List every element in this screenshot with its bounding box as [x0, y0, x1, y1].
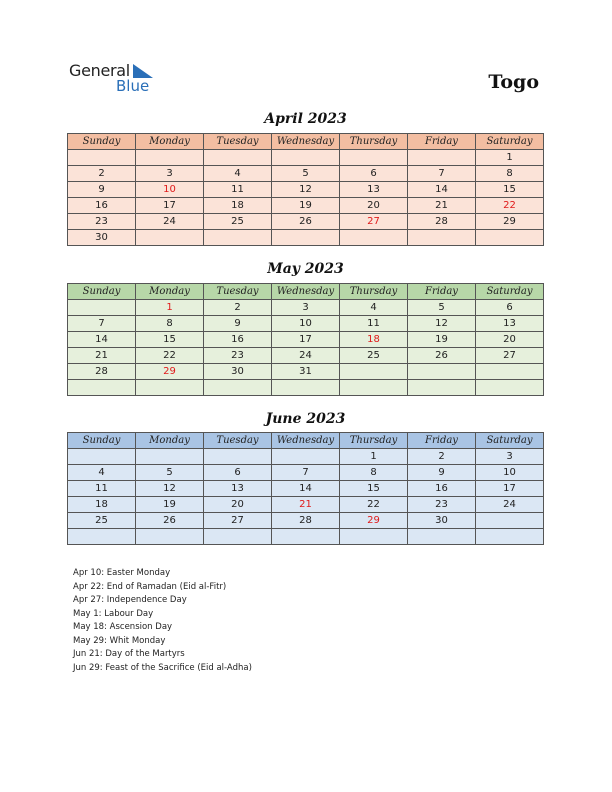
day-cell	[68, 150, 136, 166]
week-row	[68, 513, 544, 529]
day-cell: 12	[408, 316, 476, 332]
weekday-header: Wednesday	[272, 284, 340, 300]
day-cell	[272, 230, 340, 246]
month-title-june: June 2023	[265, 411, 346, 427]
day-cell: 20	[476, 332, 544, 348]
day-cell: 3	[272, 300, 340, 316]
day-cell	[204, 150, 272, 166]
day-cell: 7	[68, 316, 136, 332]
weekday-header: Thursday	[340, 284, 408, 300]
weekday-header: Tuesday	[204, 134, 272, 150]
calendar-june	[67, 432, 544, 545]
day-cell	[340, 364, 408, 380]
day-cell: 20	[204, 497, 272, 513]
holiday-item: Apr 27: Independence Day	[73, 595, 187, 605]
week-row	[68, 214, 544, 230]
day-cell: 2	[68, 166, 136, 182]
day-cell: 1	[476, 150, 544, 166]
week-row	[68, 380, 544, 396]
logo-triangle-icon	[133, 64, 153, 78]
holiday-list	[73, 567, 252, 675]
day-cell	[136, 230, 204, 246]
day-cell: 4	[204, 166, 272, 182]
weekday-header: Monday	[136, 134, 204, 150]
week-row	[68, 150, 544, 166]
day-cell: 30	[408, 513, 476, 529]
calendar-may	[67, 283, 544, 396]
day-cell: 7	[408, 166, 476, 182]
day-cell: 25	[204, 214, 272, 230]
weekday-header: Tuesday	[204, 433, 272, 449]
holiday-day-cell: 18	[340, 332, 408, 348]
day-cell: 20	[340, 198, 408, 214]
holiday-item: May 29: Whit Monday	[73, 635, 166, 646]
day-cell: 4	[340, 300, 408, 316]
week-row	[68, 300, 544, 316]
day-cell: 26	[272, 214, 340, 230]
day-cell: 13	[340, 182, 408, 198]
day-cell: 26	[136, 513, 204, 529]
day-cell	[408, 529, 476, 545]
day-cell: 6	[476, 300, 544, 316]
day-cell	[68, 300, 136, 316]
holiday-day-cell: 29	[340, 513, 408, 529]
holiday-item: Apr 10: Easter Monday	[73, 568, 171, 578]
day-cell: 16	[68, 198, 136, 214]
day-cell: 5	[272, 166, 340, 182]
day-cell: 28	[408, 214, 476, 230]
day-cell	[340, 150, 408, 166]
day-cell: 19	[408, 332, 476, 348]
holiday-day-cell: 29	[136, 364, 204, 380]
day-cell: 8	[136, 316, 204, 332]
day-cell: 9	[68, 182, 136, 198]
day-cell: 3	[136, 166, 204, 182]
weekday-header: Saturday	[476, 134, 544, 150]
day-cell: 15	[136, 332, 204, 348]
holiday-item: Apr 22: End of Ramadan (Eid al-Fitr)	[73, 581, 227, 592]
weekday-header: Thursday	[340, 134, 408, 150]
day-cell	[340, 529, 408, 545]
weekday-header-row	[68, 433, 544, 449]
day-cell: 9	[408, 465, 476, 481]
day-cell	[476, 364, 544, 380]
day-cell	[272, 380, 340, 396]
weekday-header-row	[68, 284, 544, 300]
day-cell: 6	[340, 166, 408, 182]
day-cell: 26	[408, 348, 476, 364]
day-cell: 18	[204, 198, 272, 214]
week-row	[68, 497, 544, 513]
day-cell	[272, 529, 340, 545]
day-cell: 11	[68, 481, 136, 497]
weekday-header: Monday	[136, 433, 204, 449]
day-cell	[476, 513, 544, 529]
country-title: Togo	[488, 71, 539, 93]
day-cell: 11	[204, 182, 272, 198]
day-cell: 29	[476, 214, 544, 230]
weekday-header: Friday	[408, 433, 476, 449]
day-cell: 23	[68, 214, 136, 230]
day-cell: 2	[408, 449, 476, 465]
day-cell: 24	[476, 497, 544, 513]
calendar-april	[67, 133, 544, 246]
week-row	[68, 481, 544, 497]
day-cell: 24	[272, 348, 340, 364]
day-cell	[408, 364, 476, 380]
weekday-header: Sunday	[68, 433, 136, 449]
week-row	[68, 182, 544, 198]
day-cell: 15	[476, 182, 544, 198]
day-cell	[340, 230, 408, 246]
weekday-header: Friday	[408, 134, 476, 150]
day-cell: 28	[68, 364, 136, 380]
day-cell	[68, 380, 136, 396]
holiday-day-cell: 22	[476, 198, 544, 214]
weekday-header: Thursday	[340, 433, 408, 449]
day-cell	[68, 449, 136, 465]
weekday-header: Wednesday	[272, 433, 340, 449]
day-cell: 11	[340, 316, 408, 332]
week-row	[68, 465, 544, 481]
holiday-day-cell: 1	[136, 300, 204, 316]
day-cell: 12	[136, 481, 204, 497]
day-cell	[408, 150, 476, 166]
day-cell: 24	[136, 214, 204, 230]
holiday-item: Jun 21: Day of the Martyrs	[73, 649, 185, 659]
day-cell: 7	[272, 465, 340, 481]
day-cell	[136, 529, 204, 545]
day-cell: 10	[476, 465, 544, 481]
weekday-header: Saturday	[476, 433, 544, 449]
weekday-header: Wednesday	[272, 134, 340, 150]
logo-text-blue: Blue	[116, 77, 150, 95]
day-cell: 15	[340, 481, 408, 497]
day-cell: 5	[408, 300, 476, 316]
day-cell	[204, 449, 272, 465]
month-title-april: April 2023	[264, 111, 347, 127]
holiday-item: May 18: Ascension Day	[73, 622, 173, 632]
day-cell: 25	[340, 348, 408, 364]
week-row	[68, 529, 544, 545]
day-cell: 14	[272, 481, 340, 497]
day-cell	[408, 380, 476, 396]
day-cell: 17	[476, 481, 544, 497]
day-cell	[136, 449, 204, 465]
day-cell	[476, 380, 544, 396]
day-cell	[272, 449, 340, 465]
week-row	[68, 230, 544, 246]
day-cell: 21	[408, 198, 476, 214]
week-row	[68, 449, 544, 465]
day-cell: 13	[204, 481, 272, 497]
day-cell: 5	[136, 465, 204, 481]
day-cell: 9	[204, 316, 272, 332]
week-row	[68, 316, 544, 332]
logo-text-general: General	[69, 61, 130, 80]
day-cell: 10	[272, 316, 340, 332]
weekday-header: Saturday	[476, 284, 544, 300]
day-cell: 8	[340, 465, 408, 481]
holiday-item: Jun 29: Feast of the Sacrifice (Eid al-Adha)	[73, 662, 252, 673]
day-cell	[408, 230, 476, 246]
holiday-day-cell: 27	[340, 214, 408, 230]
month-title-may: May 2023	[267, 261, 344, 277]
day-cell	[476, 529, 544, 545]
weekday-header: Sunday	[68, 284, 136, 300]
weekday-header: Sunday	[68, 134, 136, 150]
day-cell: 27	[476, 348, 544, 364]
day-cell: 30	[68, 230, 136, 246]
day-cell: 27	[204, 513, 272, 529]
day-cell: 28	[272, 513, 340, 529]
day-cell: 22	[136, 348, 204, 364]
weekday-header: Friday	[408, 284, 476, 300]
day-cell	[204, 529, 272, 545]
day-cell: 18	[68, 497, 136, 513]
day-cell: 23	[204, 348, 272, 364]
day-cell: 21	[68, 348, 136, 364]
day-cell: 30	[204, 364, 272, 380]
day-cell: 22	[340, 497, 408, 513]
day-cell: 4	[68, 465, 136, 481]
day-cell	[136, 150, 204, 166]
holiday-day-cell: 10	[136, 182, 204, 198]
day-cell: 19	[272, 198, 340, 214]
day-cell	[204, 230, 272, 246]
day-cell: 17	[272, 332, 340, 348]
day-cell: 12	[272, 182, 340, 198]
day-cell	[272, 150, 340, 166]
week-row	[68, 348, 544, 364]
day-cell: 1	[340, 449, 408, 465]
week-row	[68, 332, 544, 348]
holiday-day-cell: 21	[272, 497, 340, 513]
day-cell: 16	[204, 332, 272, 348]
week-row	[68, 166, 544, 182]
day-cell	[204, 380, 272, 396]
day-cell: 25	[68, 513, 136, 529]
day-cell: 13	[476, 316, 544, 332]
brand-logo	[69, 61, 169, 97]
day-cell: 14	[408, 182, 476, 198]
weekday-header: Monday	[136, 284, 204, 300]
day-cell: 17	[136, 198, 204, 214]
week-row	[68, 198, 544, 214]
day-cell: 19	[136, 497, 204, 513]
day-cell: 8	[476, 166, 544, 182]
holiday-item: May 1: Labour Day	[73, 608, 154, 619]
day-cell	[476, 230, 544, 246]
day-cell: 23	[408, 497, 476, 513]
day-cell	[136, 380, 204, 396]
day-cell: 31	[272, 364, 340, 380]
day-cell	[340, 380, 408, 396]
week-row	[68, 364, 544, 380]
day-cell: 6	[204, 465, 272, 481]
day-cell	[68, 529, 136, 545]
day-cell: 16	[408, 481, 476, 497]
day-cell: 3	[476, 449, 544, 465]
day-cell: 14	[68, 332, 136, 348]
weekday-header-row	[68, 134, 544, 150]
weekday-header: Tuesday	[204, 284, 272, 300]
day-cell: 2	[204, 300, 272, 316]
